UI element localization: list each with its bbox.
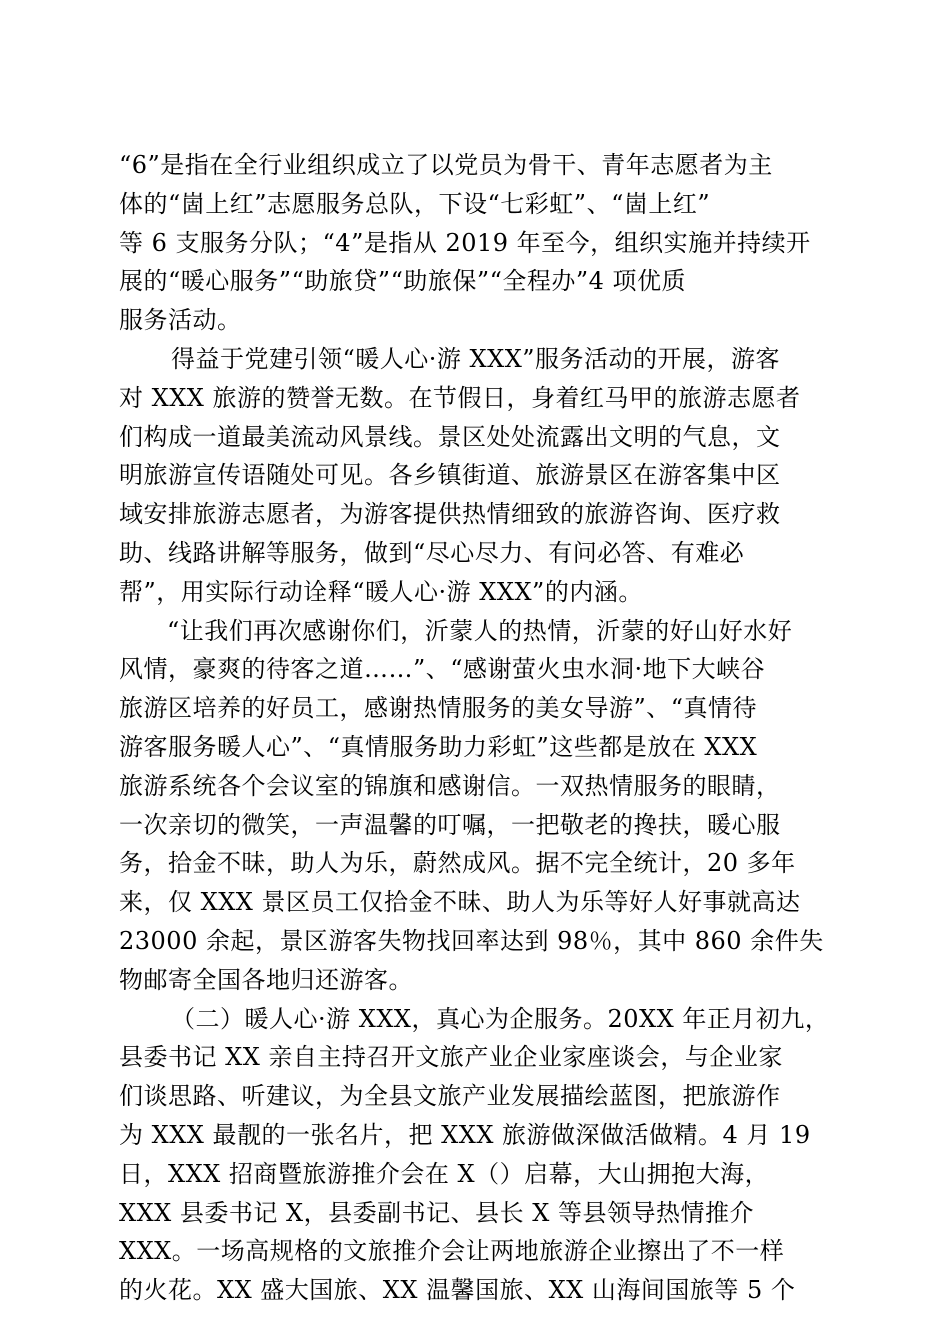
paragraph-1 xyxy=(119,146,829,340)
text-line: 域安排旅游志愿者，为游客提供热情细致的旅游咨询、医疗救 xyxy=(119,500,781,529)
paragraph-3 xyxy=(119,612,829,1000)
text-line: 一次亲切的微笑，一声温馨的叮嘱，一把敬老的搀扶，暖心服 xyxy=(119,810,781,839)
text-line: 日，XXX 招商暨旅游推介会在 X（）启幕，大山拥抱大海， xyxy=(119,1159,770,1188)
text-line: 助、线路讲解等服务，做到“尽心尽力、有问必答、有难必 xyxy=(119,538,745,567)
text-line: 帮”，用实际行动诠释“暖人心·游 XXX”的内涵。 xyxy=(119,577,643,606)
text-line: 为 XXX 最靓的一张名片，把 XXX 旅游做深做活做精。4 月 19 xyxy=(119,1120,811,1149)
text-line: 旅游系统各个会议室的锦旗和感谢信。一双热情服务的眼睛， xyxy=(119,771,781,800)
text-line: （二）暖人心·游 XXX，真心为企服务。20XX 年正月初九， xyxy=(171,1004,829,1033)
text-line: 物邮寄全国各地归还游客。 xyxy=(119,965,413,994)
text-line: “让我们再次感谢你们，沂蒙人的热情，沂蒙的好山好水好 xyxy=(167,616,793,645)
text-line: 明旅游宣传语随处可见。各乡镇街道、旅游景区在游客集中区 xyxy=(119,461,781,490)
text-line: “6”是指在全行业组织成立了以党员为骨干、青年志愿者为主 xyxy=(119,151,773,179)
text-line: 旅游区培养的好员工，感谢热情服务的美女导游”、“真情待 xyxy=(119,694,758,723)
text-line: 得益于党建引领“暖人心·游 XXX”服务活动的开展，游客 xyxy=(171,344,781,373)
text-line: 来，仅 XXX 景区员工仅拾金不昧、助人为乐等好人好事就高达 xyxy=(119,888,801,917)
text-line: 对 XXX 旅游的赞誉无数。在节假日，身着红马甲的旅游志愿者 xyxy=(119,383,801,412)
text-line: 的火花。XX 盛大国旅、XX 温馨国旅、XX 山海间国旅等 5 个 xyxy=(119,1276,796,1305)
paragraph-4 xyxy=(119,1000,829,1310)
text-line: 县委书记 XX 亲自主持召开文旅产业企业家座谈会，与企业家 xyxy=(119,1043,783,1072)
text-line: 23000 余起，景区游客失物找回率达到 98％，其中 860 余件失 xyxy=(119,926,824,955)
text-line: 游客服务暖人心”、“真情服务助力彩虹”这些都是放在 XXX xyxy=(119,732,758,761)
paragraph-2 xyxy=(119,340,829,612)
text-line: 体的“崮上红”志愿服务总队，下设“七彩虹”、“崮上红” xyxy=(119,189,711,218)
text-line: 们谈思路、听建议，为全县文旅产业发展描绘蓝图，把旅游作 xyxy=(119,1082,781,1111)
document-body xyxy=(119,146,829,1310)
text-line: 等 6 支服务分队；“4”是指从 2019 年至今，组织实施并持续开 xyxy=(119,228,811,257)
text-line: 风情，豪爽的待客之道……”、“感谢萤火虫水洞·地下大峡谷 xyxy=(119,655,766,684)
text-line: 务，拾金不昧，助人为乐，蔚然成风。据不完全统计，20 多年 xyxy=(119,849,796,878)
text-line: 服务活动。 xyxy=(119,306,242,335)
text-line: XXX 县委书记 X，县委副书记、县长 X 等县领导热情推介 xyxy=(119,1198,754,1227)
text-line: XXX。一场高规格的文旅推介会让两地旅游企业擦出了不一样 xyxy=(119,1237,785,1266)
text-line: 们构成一道最美流动风景线。景区处处流露出文明的气息，文 xyxy=(119,422,781,451)
text-line: 展的“暖心服务”“助旅贷”“助旅保”“全程办”4 项优质 xyxy=(119,267,687,296)
